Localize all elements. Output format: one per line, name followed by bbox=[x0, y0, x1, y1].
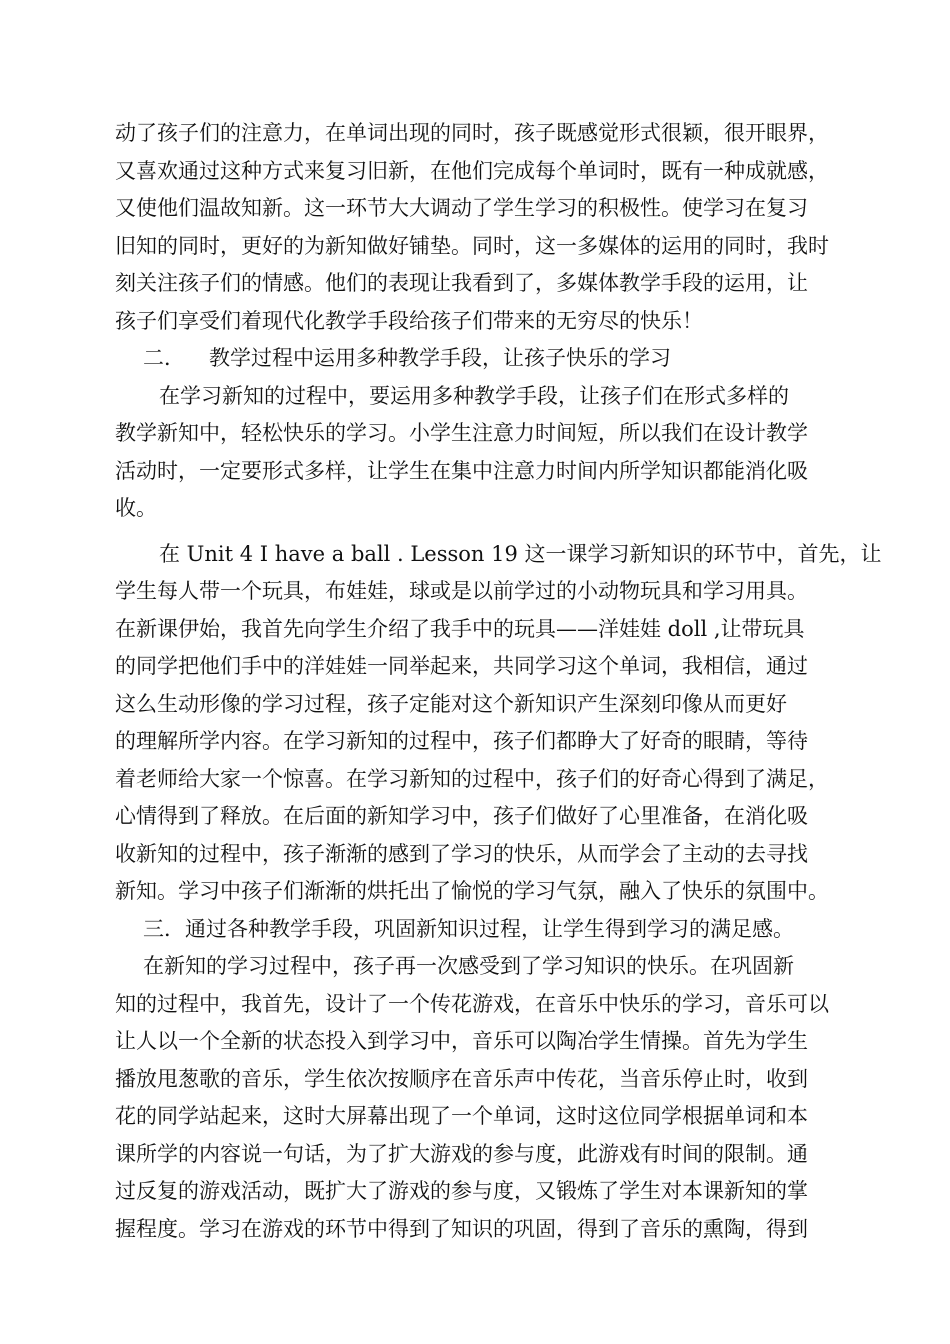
heading-text: 教学过程中运用多种教学手段，让孩子快乐的学习 bbox=[209, 346, 671, 370]
text-line: 让人以一个全新的状态投入到学习中，音乐可以陶冶学生情操。首先为学生 bbox=[115, 1029, 808, 1053]
text-line: 课所学的内容说一句话，为了扩大游戏的参与度，此游戏有时间的限制。通 bbox=[115, 1141, 808, 1166]
text-line: 在新知的学习过程中，孩子再一次感受到了学习知识的快乐。在巩固新 bbox=[143, 954, 794, 978]
text-line: 学生每人带一个玩具，布娃娃，球或是以前学过的小动物玩具和学习用具。 bbox=[115, 579, 808, 603]
text-line: 旧知的同时，更好的为新知做好铺垫。同时，这一多媒体的运用的同时，我时 bbox=[115, 233, 829, 258]
text-line: 花的同学站起来，这时大屏幕出现了一个单词，这时这位同学根据单词和本 bbox=[115, 1104, 808, 1128]
text-line: 动了孩子们的注意力，在单词出现的同时，孩子既感觉形式很颖，很开眼界， bbox=[115, 121, 829, 145]
text-line: 又喜欢通过这种方式来复习旧新，在他们完成每个单词时，既有一种成就感， bbox=[115, 158, 829, 183]
text-line: 刻关注孩子们的情感。他们的表现让我看到了，多媒体教学手段的运用，让 bbox=[115, 271, 808, 295]
text-line: 这么生动形像的学习过程，孩子定能对这个新知识产生深刻印像从而更好 bbox=[115, 691, 787, 716]
text-line: 播放甩葱歌的音乐，学生依次按顺序在音乐声中传花，当音乐停止时，收到 bbox=[115, 1066, 808, 1091]
text-line: 知的过程中，我首先，设计了一个传花游戏，在音乐中快乐的学习，音乐可以 bbox=[115, 991, 829, 1016]
text-line: 在新课伊始，我首先向学生介绍了我手中的玩具——洋娃娃 doll ,让带玩具 bbox=[115, 616, 805, 641]
paragraph-2 bbox=[115, 378, 860, 528]
text-line: 的同学把他们手中的洋娃娃一同举起来，共同学习这个单词，我相信，通过 bbox=[115, 654, 808, 678]
text-line: 又使他们温故知新。这一环节大大调动了学生学习的积极性。使学习在复习 bbox=[115, 196, 808, 220]
text-line: 活动时，一定要形式多样，让学生在集中注意力时间内所学知识都能消化吸 bbox=[115, 458, 808, 483]
text-line: 新知。学习中孩子们渐渐的烘托出了愉悦的学习气氛，融入了快乐的氛围中。 bbox=[115, 879, 829, 903]
text-line: 在 Unit 4 I have a ball . Lesson 19 这一课学习新知识的环节中，首先，让 bbox=[159, 541, 882, 566]
text-line: 在学习新知的过程中，要运用多种教学手段，让孩子们在形式多样的 bbox=[159, 383, 789, 408]
paragraph-1 bbox=[115, 115, 860, 340]
text-line: 着老师给大家一个惊喜。在学习新知的过程中，孩子们的好奇心得到了满足， bbox=[115, 766, 829, 791]
text-line: 孩子们享受们着现代化教学手段给孩子们带来的无穷尽的快乐！ bbox=[115, 308, 703, 333]
heading-number: 二． bbox=[143, 346, 185, 370]
section-heading-2 bbox=[115, 340, 860, 378]
text-line: 教学新知中，轻松快乐的学习。小学生注意力时间短，所以我们在设计教学 bbox=[115, 421, 808, 445]
text-line: 的理解所学内容。在学习新知的过程中，孩子们都睁大了好奇的眼睛，等待 bbox=[115, 729, 808, 753]
text-line: 过反复的游戏活动，既扩大了游戏的参与度，又锻炼了学生对本课新知的掌 bbox=[115, 1179, 808, 1203]
text-line: 心情得到了释放。在后面的新知学习中，孩子们做好了心里准备，在消化吸 bbox=[115, 804, 808, 828]
text-line: 收新知的过程中，孩子渐渐的感到了学习的快乐，从而学会了主动的去寻找 bbox=[115, 841, 808, 866]
section-heading-3: 三．通过各种教学手段，巩固新知识过程，让学生得到学习的满足感。 bbox=[143, 916, 794, 941]
text-line: 收。 bbox=[115, 496, 157, 520]
paragraph-3 bbox=[115, 536, 882, 911]
text-line: 握程度。学习在游戏的环节中得到了知识的巩固，得到了音乐的熏陶，得到 bbox=[115, 1216, 808, 1241]
paragraph-4 bbox=[115, 948, 860, 1248]
